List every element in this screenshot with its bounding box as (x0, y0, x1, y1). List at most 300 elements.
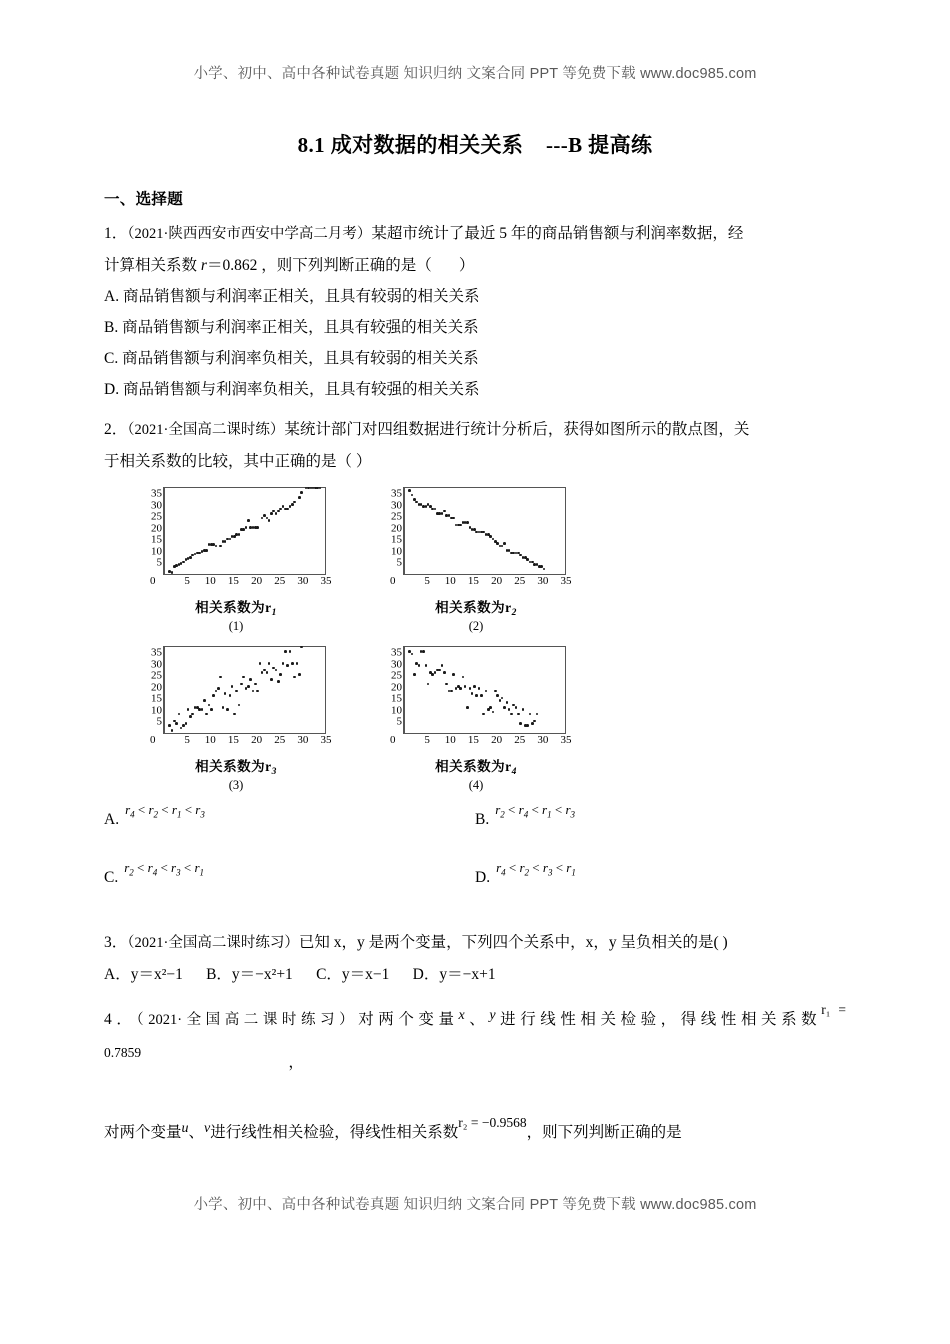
data-point (425, 505, 428, 508)
plot-1-caption-text: 相关系数为r (195, 600, 272, 615)
y-tick-label: 35 (391, 487, 402, 500)
data-point (298, 673, 301, 676)
data-point (286, 508, 289, 511)
data-point (492, 711, 495, 714)
data-point (475, 694, 478, 697)
y-tick-label: 15 (391, 692, 402, 705)
question-4-sep-2: 、 (188, 1124, 205, 1141)
data-point (279, 508, 282, 511)
scatter-plot-figure (116, 485, 596, 793)
data-point (279, 673, 282, 676)
data-point (522, 708, 525, 711)
y-tick-label: 30 (151, 658, 162, 671)
question-2-option-d-label: D. (475, 869, 491, 886)
x-tick-label: 35 (560, 575, 572, 587)
data-point (466, 706, 469, 709)
x-tick-label: 5 (424, 575, 430, 587)
data-point (462, 676, 465, 679)
data-point (178, 713, 181, 716)
question-2-option-b-expr: $r_2 < r_4 < r_1 < r_3$ (495, 802, 575, 820)
x-tick-label: 20 (491, 734, 503, 746)
section-heading: 一、选择题 (104, 191, 184, 208)
data-point (205, 549, 208, 552)
data-point (529, 713, 532, 716)
y-tick-label: 15 (151, 692, 162, 705)
plot-4-number: (4) (468, 778, 484, 792)
question-2-option-c[interactable] (104, 860, 475, 887)
data-point (445, 683, 448, 686)
y-tick-label: 30 (151, 499, 162, 512)
x-tick-label: 25 (514, 734, 526, 746)
data-point (503, 706, 506, 709)
question-1-line2-b: ＝0.862 ，则下列判断正确的是（ (206, 257, 432, 274)
data-point (219, 545, 222, 548)
plot-cell-2 (356, 485, 596, 634)
y-tick-label: 25 (151, 510, 162, 523)
y-tick-label: 20 (151, 522, 162, 535)
question-4-r1-value: r₁ = 0.7859 (104, 1002, 846, 1060)
x-tick-label: 15 (467, 734, 479, 746)
data-point (501, 545, 504, 548)
y-tick-label: 25 (391, 510, 402, 523)
question-2-option-a-expr: $r_4 < r_2 < r_1 < r_3$ (125, 802, 205, 820)
data-point (282, 662, 285, 665)
question-2-option-d-expr: $r_4 < r_2 < r_3 < r_1$ (496, 860, 576, 878)
data-point (256, 526, 259, 529)
x-tick-label: 10 (204, 575, 216, 587)
y-tick-label: 20 (391, 522, 402, 535)
data-point (259, 662, 262, 665)
question-4-line1-b: 进行线性相关检验，得线性相关系数 (495, 1011, 822, 1028)
x-tick-label: 20 (491, 575, 503, 587)
question-4-sep-1: 、 (464, 1011, 490, 1028)
y-tick-label: 35 (151, 487, 162, 500)
plot-2-caption (356, 596, 596, 618)
data-point (441, 512, 444, 515)
data-point (268, 662, 271, 665)
x-tick-label: 5 (424, 734, 430, 746)
y-tick-label: 35 (391, 646, 402, 659)
plot-4-x-axis (404, 734, 572, 751)
plot-2-number: (2) (468, 619, 484, 633)
data-point (506, 701, 509, 704)
data-point (224, 540, 227, 543)
plot-4-frame (404, 646, 566, 734)
data-point (245, 687, 248, 690)
y-tick-label: 20 (151, 681, 162, 694)
y-tick-label: 5 (156, 556, 162, 569)
data-point (443, 671, 446, 674)
data-point (233, 535, 236, 538)
plot-2-caption-text: 相关系数为r (435, 600, 512, 615)
plot-1-origin-label: 0 (150, 575, 156, 587)
plot-3-caption (116, 755, 356, 777)
question-4-variable-x: x (458, 1008, 465, 1023)
question-4-number: 4． (104, 1011, 137, 1028)
data-point (217, 687, 220, 690)
question-4-line2-b: 进行线性相关检验，得线性相关系数 (210, 1124, 459, 1141)
question-2-line-2: 于相关系数的比较，其中正确的是（ ） (104, 453, 372, 470)
y-tick-label: 35 (151, 646, 162, 659)
data-point (411, 653, 414, 656)
question-1-option-d[interactable]: D. 商品销售额与利润率负相关，且具有较强的相关关系 (104, 381, 480, 398)
question-4-line2-a: 对两个变量 (104, 1124, 182, 1141)
x-tick-label: 35 (320, 734, 332, 746)
question-4-variable-u: u (181, 1121, 189, 1136)
y-tick-label: 15 (391, 533, 402, 546)
data-point (256, 690, 259, 693)
question-2-source: （2021·全国高二课时练） (127, 422, 285, 438)
data-point (496, 694, 499, 697)
x-tick-label: 30 (537, 575, 549, 587)
data-point (298, 496, 301, 499)
plot-3-y-axis (124, 646, 162, 734)
data-point (455, 687, 458, 690)
data-point (300, 491, 303, 494)
data-point (464, 685, 467, 688)
question-4-variable-y: y (489, 1008, 496, 1023)
question-1-option-c[interactable]: C. 商品销售额与利润率负相关，且具有较弱的相关关系 (104, 350, 479, 367)
data-point (293, 676, 296, 679)
data-point (242, 528, 245, 531)
question-3-source: （2021·全国高二课时练习） (127, 935, 299, 951)
data-point (425, 664, 428, 667)
y-tick-label: 10 (391, 704, 402, 717)
question-2-options-row-1 (104, 802, 846, 829)
question-2-number: 2． (104, 421, 128, 438)
data-point (533, 720, 536, 723)
question-4-source: （2021·全国高二课时练习） (136, 1012, 359, 1028)
question-3 (104, 927, 846, 959)
x-tick-label: 10 (444, 734, 456, 746)
y-tick-label: 15 (151, 533, 162, 546)
question-1 (104, 218, 846, 281)
question-3-option-b[interactable]: B．y＝−x²+1 (206, 966, 293, 983)
x-tick-label: 35 (320, 575, 332, 587)
data-point (508, 708, 511, 711)
data-point (452, 517, 455, 520)
data-point (289, 505, 292, 508)
question-3-option-a[interactable]: A．y＝x²−1 (104, 966, 183, 983)
data-point (252, 690, 255, 693)
data-point (489, 706, 492, 709)
question-2-text: 某统计部门对四组数据进行统计分析后，获得如图所示的散点图，关 (284, 421, 750, 438)
data-point (413, 673, 416, 676)
data-point (286, 664, 289, 667)
data-point (300, 646, 303, 649)
question-3-number: 3． (104, 934, 128, 951)
data-point (503, 542, 506, 545)
data-point (517, 713, 520, 716)
question-1-line2-a: 计算相关系数 (104, 257, 201, 274)
data-point (480, 694, 483, 697)
data-point (219, 676, 222, 679)
data-point (208, 704, 211, 707)
question-1-text: 某超市统计了最近 5 年的商品销售额与利润率数据，经 (371, 225, 744, 242)
data-point (510, 713, 513, 716)
data-point (450, 690, 453, 693)
data-point (247, 519, 250, 522)
data-point (452, 673, 455, 676)
plot-2-x-axis (404, 575, 572, 592)
plot-4-caption-text: 相关系数为r (435, 759, 512, 774)
y-tick-label: 10 (151, 704, 162, 717)
data-point (270, 678, 273, 681)
data-point (431, 673, 434, 676)
data-point (215, 690, 218, 693)
question-2-option-c-expr: $r_2 < r_4 < r_3 < r_1$ (124, 860, 204, 878)
data-point (242, 676, 245, 679)
page-title-suffix: ---B 提高练 (545, 133, 653, 157)
data-point (469, 687, 472, 690)
data-point (277, 510, 280, 513)
question-4-variable-v: v (204, 1121, 211, 1136)
x-tick-label: 5 (184, 734, 190, 746)
question-1-variable-r: r (200, 257, 207, 274)
figure-row-bottom (116, 644, 596, 793)
plot-1-x-axis (164, 575, 332, 592)
data-point (261, 517, 264, 520)
data-point (536, 713, 539, 716)
data-point (296, 662, 299, 665)
plot-3 (124, 644, 334, 752)
question-1-number: 1． (104, 225, 128, 242)
data-point (191, 713, 194, 716)
question-3-options (104, 959, 846, 990)
y-tick-label: 30 (391, 658, 402, 671)
question-4-line-2 (104, 1112, 846, 1155)
y-tick-label: 5 (156, 715, 162, 728)
data-point (418, 664, 421, 667)
x-tick-label: 15 (227, 575, 239, 587)
data-point (471, 692, 474, 695)
data-point (205, 713, 208, 716)
plot-1-frame (164, 487, 326, 575)
data-point (226, 708, 229, 711)
plot-1 (124, 485, 334, 593)
question-2-options-row-2 (104, 860, 846, 887)
question-3-text: 已知 x，y 是两个变量，下列四个关系中，x，y 呈负相关的是( ) (298, 934, 728, 951)
data-point (238, 533, 241, 536)
y-tick-label: 30 (391, 499, 402, 512)
question-2-option-b[interactable] (475, 802, 846, 829)
y-tick-label: 5 (396, 556, 402, 569)
footer-watermark: 小学、初中、高中各种试卷真题 知识归纳 文案合同 PPT 等免费下载 www.doc985.com (193, 1197, 757, 1213)
data-point (182, 561, 185, 564)
plot-2-y-axis (364, 487, 402, 575)
data-point (240, 683, 243, 686)
plot-2-origin-label: 0 (390, 575, 396, 587)
data-point (212, 694, 215, 697)
x-tick-label: 15 (467, 575, 479, 587)
data-point (408, 489, 411, 492)
question-3-option-d[interactable]: D．y＝−x+1 (412, 966, 496, 983)
plot-1-caption-sub: 1 (271, 608, 277, 618)
data-point (229, 538, 232, 541)
y-tick-label: 10 (151, 545, 162, 558)
plot-4-caption (356, 755, 596, 777)
data-point (466, 521, 469, 524)
x-tick-label: 25 (274, 575, 286, 587)
data-point (526, 724, 529, 727)
data-point (185, 722, 188, 725)
question-1-line-2 (104, 250, 846, 281)
x-tick-label: 30 (537, 734, 549, 746)
data-point (254, 683, 257, 686)
plot-2-frame (404, 487, 566, 575)
data-point (478, 687, 481, 690)
question-2-option-c-label: C. (104, 869, 119, 886)
page-title (104, 129, 846, 159)
data-point (319, 487, 322, 490)
data-point (175, 722, 178, 725)
plot-cell-1 (116, 485, 356, 634)
data-point (229, 694, 232, 697)
x-tick-label: 10 (444, 575, 456, 587)
x-tick-label: 20 (251, 575, 263, 587)
data-point (438, 669, 441, 672)
data-point (411, 494, 414, 497)
header-watermark: 小学、初中、高中各种试卷真题 知识归纳 文案合同 PPT 等免费下载 www.doc985.com (193, 66, 757, 82)
data-point (275, 669, 278, 672)
question-2-option-d[interactable] (475, 860, 846, 887)
data-point (189, 556, 192, 559)
data-point (515, 706, 518, 709)
data-point (171, 571, 174, 574)
data-point (224, 692, 227, 695)
y-tick-label: 20 (391, 681, 402, 694)
question-2-option-b-label: B. (475, 811, 490, 828)
data-point (235, 690, 238, 693)
y-tick-label: 10 (391, 545, 402, 558)
data-point (222, 706, 225, 709)
data-point (434, 508, 437, 511)
data-point (289, 650, 292, 653)
plot-cell-4 (356, 644, 596, 793)
plot-1-number: (1) (228, 619, 244, 633)
question-1-source: （2021·陕西西安市西安中学高二月考） (127, 226, 372, 242)
plot-3-caption-sub: 3 (271, 767, 277, 777)
plot-cell-3 (116, 644, 356, 793)
question-2-option-a-label: A. (104, 811, 120, 828)
data-point (291, 662, 294, 665)
data-point (238, 704, 241, 707)
data-point (482, 713, 485, 716)
data-point (293, 501, 296, 504)
question-4-r2-value: r₂ = −0.9568 (458, 1115, 527, 1130)
x-tick-label: 30 (297, 575, 309, 587)
data-point (168, 724, 171, 727)
data-point (519, 722, 522, 725)
question-4-line1-a: 对两个变量 (358, 1011, 459, 1028)
y-tick-label: 5 (396, 715, 402, 728)
plot-4-y-axis (364, 646, 402, 734)
data-point (291, 503, 294, 506)
plot-1-y-axis (124, 487, 162, 575)
plot-3-caption-text: 相关系数为r (195, 759, 272, 774)
x-tick-label: 30 (297, 734, 309, 746)
data-point (284, 650, 287, 653)
data-point (189, 715, 192, 718)
question-4 (104, 999, 846, 1155)
question-2 (104, 414, 846, 477)
data-point (473, 685, 476, 688)
plot-3-frame (164, 646, 326, 734)
data-point (277, 680, 280, 683)
page-title-main: 8.1 成对数据的相关关系 (297, 133, 524, 157)
plot-3-origin-label: 0 (150, 734, 156, 746)
data-point (434, 671, 437, 674)
data-point (422, 650, 425, 653)
data-point (270, 512, 273, 515)
data-point (201, 708, 204, 711)
question-2-option-a[interactable] (104, 802, 475, 829)
question-1-option-a[interactable]: A. 商品销售额与利润率正相关，且具有较弱的相关关系 (104, 288, 480, 305)
data-point (210, 708, 213, 711)
data-point (231, 685, 234, 688)
question-1-line-1 (104, 218, 846, 250)
data-point (261, 671, 264, 674)
data-point (180, 727, 183, 730)
y-tick-label: 25 (391, 669, 402, 682)
data-point (487, 708, 490, 711)
data-point (443, 510, 446, 513)
plot-2 (364, 485, 574, 593)
data-point (245, 526, 248, 529)
x-tick-label: 20 (251, 734, 263, 746)
x-tick-label: 5 (184, 575, 190, 587)
question-3-option-c[interactable]: C．y＝x−1 (316, 966, 390, 983)
question-1-line2-c: ） (458, 257, 475, 274)
data-point (233, 713, 236, 716)
question-4-line2-c: ，则下列判断正确的是 (526, 1124, 682, 1141)
data-point (268, 519, 271, 522)
question-3-line-1 (104, 927, 846, 959)
y-tick-label: 25 (151, 669, 162, 682)
data-point (427, 683, 430, 686)
plot-4-caption-sub: 4 (511, 767, 517, 777)
data-point (543, 568, 546, 571)
x-tick-label: 35 (560, 734, 572, 746)
plot-4-origin-label: 0 (390, 734, 396, 746)
question-4-line-1 (104, 999, 846, 1084)
plot-3-x-axis (164, 734, 332, 751)
question-2-line-1 (104, 414, 846, 446)
figure-row-top (116, 485, 596, 634)
data-point (531, 722, 534, 725)
data-point (182, 724, 185, 727)
data-point (203, 699, 206, 702)
data-point (459, 687, 462, 690)
plot-4 (364, 644, 574, 752)
question-4-line1-c: ， (288, 1054, 304, 1071)
data-point (441, 664, 444, 667)
plot-2-caption-sub: 2 (511, 608, 517, 618)
data-point (275, 512, 278, 515)
plot-3-number: (3) (228, 778, 244, 792)
data-point (247, 685, 250, 688)
data-point (459, 524, 462, 527)
x-tick-label: 25 (274, 734, 286, 746)
x-tick-label: 25 (514, 575, 526, 587)
question-2-options (104, 802, 846, 887)
question-1-option-b[interactable]: B. 商品销售额与利润率正相关，且具有较强的相关关系 (104, 319, 479, 336)
x-tick-label: 10 (204, 734, 216, 746)
x-tick-label: 15 (227, 734, 239, 746)
data-point (171, 729, 174, 732)
data-point (215, 545, 218, 548)
data-point (249, 678, 252, 681)
